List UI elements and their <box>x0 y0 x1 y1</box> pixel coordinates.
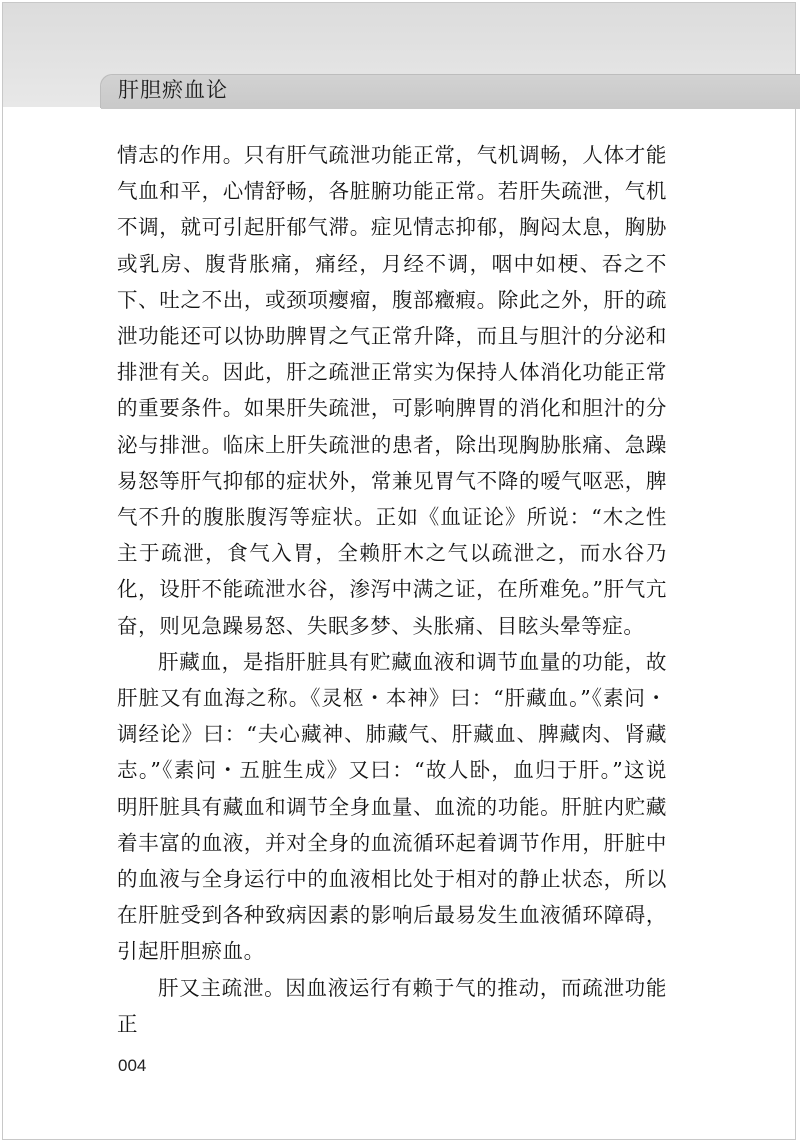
paragraph-2: 肝藏血，是指肝脏具有贮藏血液和调节血量的功能，故肝脏又有血海之称。《灵枢・本神》曰：“肝藏血。”《素问・调经论》曰：“夫心藏神、肺藏气、肝藏血、脾藏肉、肾藏志。”《素问・五脏生成》又曰：“故人卧，血归于肝。”这说明肝脏具有藏血和调节全身血量、血流的功能。肝脏内贮藏着丰富的血液，并对全身的血流循环起着调节作用，肝脏中的血液与全身运行中的血液相比处于相对的静止状态，所以在肝脏受到各种致病因素的影响后最易发生血液循环障碍，引起肝胆瘀血。 <box>117 649 667 964</box>
paragraph-1: 情志的作用。只有肝气疏泄功能正常，气机调畅，人体才能气血和平，心情舒畅，各脏腑功能正常。若肝失疏泄，气机不调，就可引起肝郁气滞。症见情志抑郁，胸闷太息，胸胁或乳房、腹背胀痛，痛经，月经不调，咽中如梗、吞之不下、吐之不出，或颈项瘿瘤，腹部癥瘕。除此之外，肝的疏泄功能还可以协助脾胃之气正常升降，而且与胆汁的分泌和排泄有关。因此，肝之疏泄正常实为保持人体消化功能正常的重要条件。如果肝失疏泄，可影响脾胃的消化和胆汁的分泌与排泄。临床上肝失疏泄的患者，除出现胸胁胀痛、急躁易怒等肝气抑郁的症状外，常兼见胃气不降的嗳气呕恶，脾气不升的腹胀腹泻等症状。正如《血证论》所说：“木之性主于疏泄，食气入胃，全赖肝木之气以疏泄之，而水谷乃化，设肝不能疏泄水谷，渗泻中满之证，在所难免。”肝气亢奋，则见急躁易怒、失眠多梦、头胀痛、目眩头晕等症。 <box>117 143 667 638</box>
body-text <box>117 137 667 1042</box>
running-title: 肝胆瘀血论 <box>118 78 228 102</box>
paragraph-3: 肝又主疏泄。因血液运行有赖于气的推动，而疏泄功能正 <box>117 975 667 1036</box>
page-number: 004 <box>118 1056 147 1075</box>
